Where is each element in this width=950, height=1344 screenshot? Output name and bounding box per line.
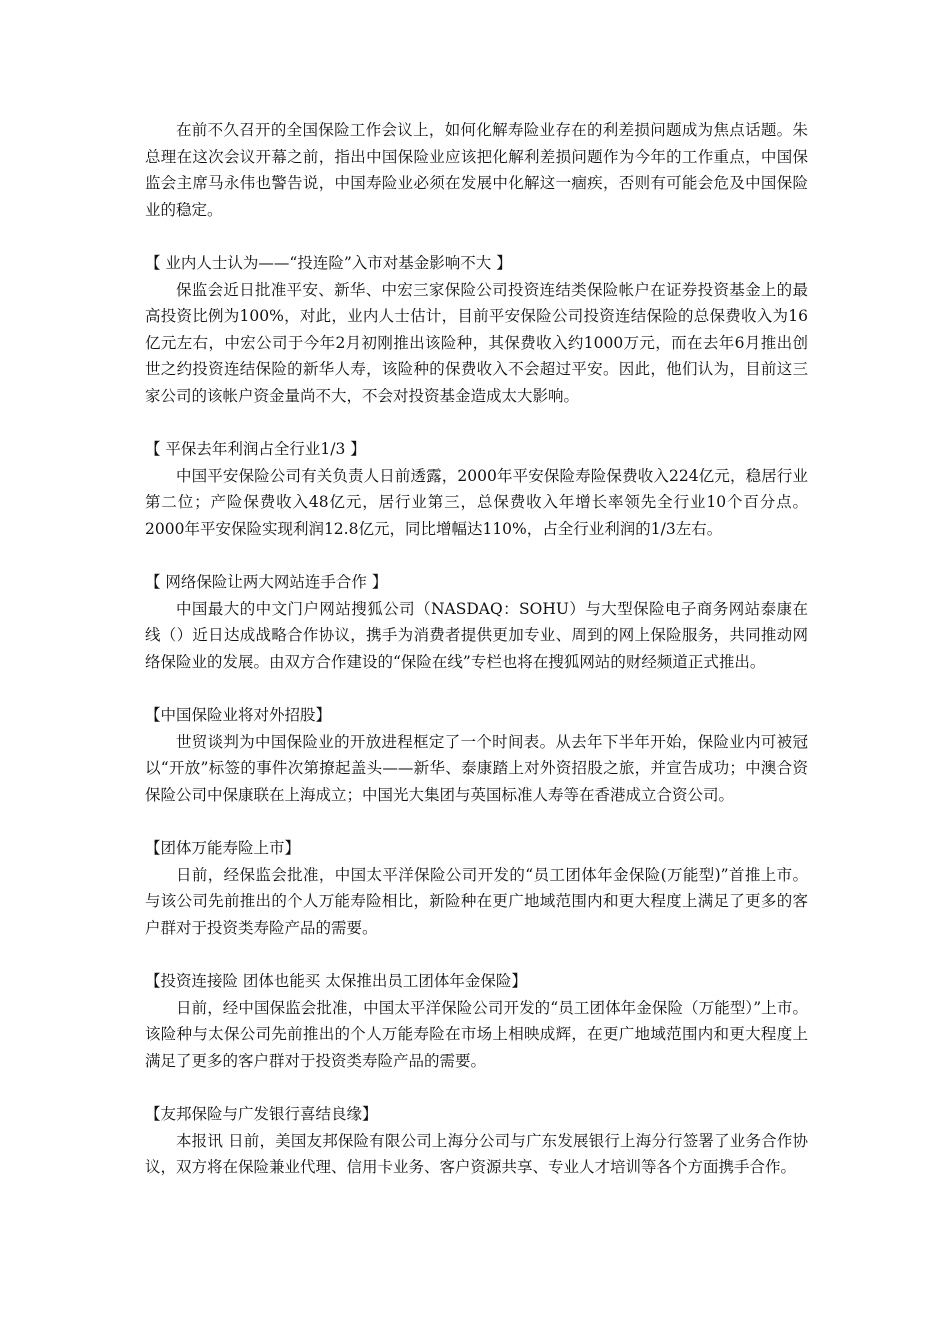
section-pingan-profit [145,436,808,542]
section-group-annuity [145,968,808,1074]
section-body: 本报讯 日前，美国友邦保险有限公司上海分公司与广东发展银行上海分行签署了业务合作协议，双方将在保险兼业代理、信用卡业务、客户资源共享、专业人才培训等各个方面携手合作。 [145,1131,808,1176]
document-page [145,117,808,1181]
section-group-universal-life [145,835,808,941]
intro-paragraph: 在前不久召开的全国保险工作会议上，如何化解寿险业存在的利差损问题成为焦点话题。朱总理在这次会议开幕之前，指出中国保险业应该把化解利差损问题作为今年的工作重点，中国保监会主席马永伟也警告说，中国寿险业必须在发展中化解这一痼疾，否则有可能会危及中国保险业的稳定。 [145,121,808,219]
section-heading: 【团体万能寿险上市】 [145,839,301,857]
section-heading: 【 网络保险让两大网站连手合作 】 [145,573,388,591]
section-body: 中国最大的中文门户网站搜狐公司（NASDAQ：SOHU）与大型保险电子商务网站泰康在线（）近日达成战略合作协议，携手为消费者提供更加专业、周到的网上保险服务，共同推动网络保险业的发展。由双方合作建设的“保险在线”专栏也将在搜狐网站的财经频道正式推出。 [145,599,808,671]
section-aia-cgb [145,1101,808,1181]
section-heading: 【中国保险业将对外招股】 [145,706,332,724]
section-body: 日前，经中国保监会批准，中国太平洋保险公司开发的“员工团体年金保险（万能型）”上市。该险种与太保公司先前推出的个人万能寿险在市场上相映成辉，在更广地域范围内和更大程度上满足了更多的客户群对于投资类寿险产品的需要。 [145,998,808,1070]
section-investment-linked-insurance [145,250,808,409]
section-online-insurance [145,569,808,675]
section-body: 日前，经保监会批准，中国太平洋保险公司开发的“员工团体年金保险(万能型)”首推上市。与该公司先前推出的个人万能寿险相比，新险种在更广地域范围内和更大程度上满足了更多的客户群对于投资类寿险产品的需要。 [145,865,808,937]
section-heading: 【投资连接险 团体也能买 太保推出员工团体年金保险】 [145,972,527,990]
section-body: 保监会近日批准平安、新华、中宏三家保险公司投资连结类保险帐户在证券投资基金上的最高投资比例为100%，对此，业内人士估计，目前平安保险公司投资连结保险的总保费收入为16亿元左右，中宏公司于今年2月初刚推出该险种，其保费收入约1000万元，而在去年6月推出创世之约投资连结保险的新华人寿，该险种的保费收入不会超过平安。因此，他们认为，目前这三家公司的该帐户资金量尚不大，不会对投资基金造成太大影响。 [145,280,808,405]
section-heading: 【 业内人士认为——“投连险”入市对基金影响不大 】 [145,254,512,272]
section-body: 中国平安保险公司有关负责人日前透露，2000年平安保险寿险保费收入224亿元，稳居行业第二位；产险保费收入48亿元，居行业第三，总保费收入年增长率领先全行业10个百分点。2000年平安保险实现利润12.8亿元，同比增幅达110%，占全行业利润的1/3左右。 [145,466,808,538]
section-body: 世贸谈判为中国保险业的开放进程框定了一个时间表。从去年下半年开始，保险业内可被冠以“开放”标签的事件次第撩起盖头——新华、泰康踏上对外资招股之旅，并宣告成功；中澳合资保险公司中保康联在上海成立；中国光大集团与英国标准人寿等在香港成立合资公司。 [145,732,808,804]
section-heading: 【友邦保险与广发银行喜结良缘】 [145,1105,378,1123]
section-foreign-shares [145,702,808,808]
section-heading: 【 平保去年利润占全行业1/3 】 [145,440,366,458]
